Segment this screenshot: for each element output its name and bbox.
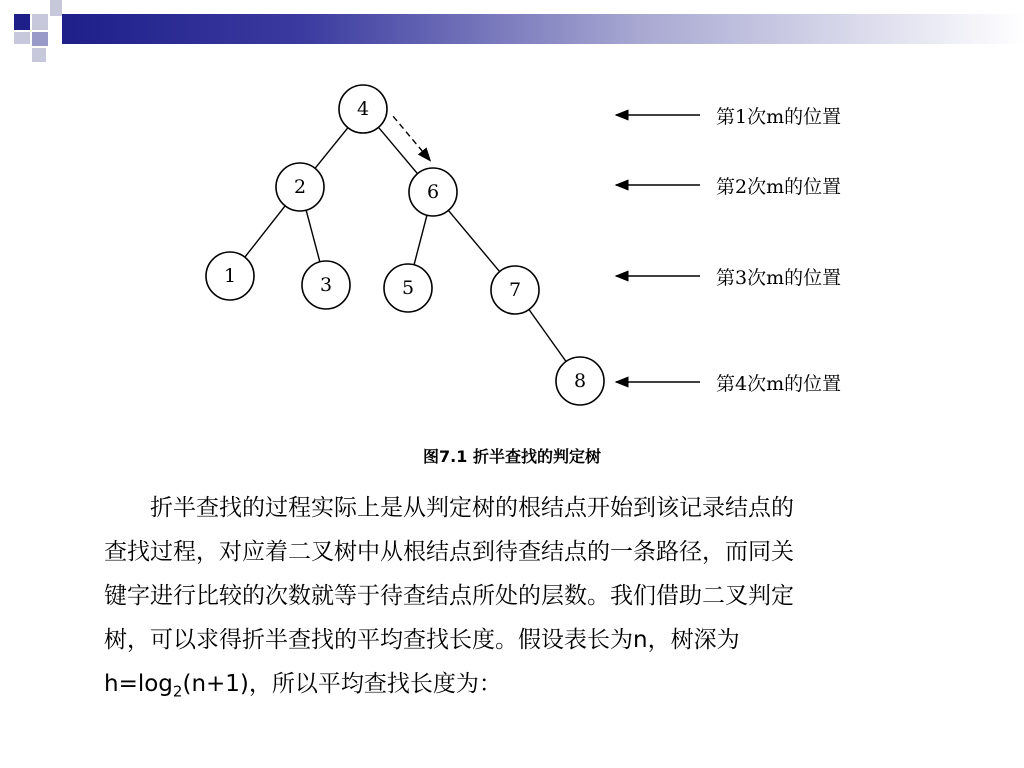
tree-node-2 <box>276 163 324 211</box>
node-label: 5 <box>401 277 415 299</box>
node-label: 6 <box>426 181 440 203</box>
tree-edge-n2-n3 <box>306 210 320 262</box>
node-label: 4 <box>356 98 370 120</box>
level-label-4: 第4次m的位置 <box>716 373 842 395</box>
formula-line <box>104 662 964 714</box>
tree-edge-n2-n1 <box>245 206 285 257</box>
paragraph-line: 查找过程，对应着二叉树中从根结点到待查结点的一条路径，而同关 <box>104 539 794 565</box>
node-label: 1 <box>223 265 237 287</box>
paragraph-line: 树，可以求得折半查找的平均查找长度。假设表长为n，树深为 <box>104 627 740 653</box>
node-label: 3 <box>319 274 333 296</box>
tree-edge-n4-n6 <box>378 127 417 173</box>
formula-subscript: 2 <box>172 682 183 701</box>
dashed-search-arrow <box>393 116 430 160</box>
tree-nodes <box>206 85 604 405</box>
level-label-3: 第3次m的位置 <box>716 267 842 289</box>
paragraph-line: 键字进行比较的次数就等于待查结点所处的层数。我们借助二叉判定 <box>104 583 794 609</box>
node-label: 8 <box>573 370 587 392</box>
tree-edge-n6-n7 <box>448 210 499 271</box>
node-label: 7 <box>508 279 522 301</box>
level-label-2: 第2次m的位置 <box>716 176 842 198</box>
body-paragraph <box>104 486 964 714</box>
tree-edges <box>245 116 566 361</box>
level-label-1: 第1次m的位置 <box>716 106 842 128</box>
tree-node-5 <box>384 264 432 312</box>
tree-edge-n6-n5 <box>414 215 427 265</box>
tree-edge-n4-n2 <box>315 128 348 169</box>
tree-node-4 <box>339 85 387 133</box>
formula-suffix: (n+1)，所以平均查找长度为： <box>182 671 502 697</box>
node-label: 2 <box>293 176 307 198</box>
tree-node-3 <box>302 261 350 309</box>
tree-node-7 <box>491 266 539 314</box>
formula-prefix: h=log <box>104 671 173 697</box>
tree-node-8 <box>556 357 604 405</box>
paragraph-line: 折半查找的过程实际上是从判定树的根结点开始到该记录结点的 <box>150 495 794 521</box>
figure-caption: 图7.1 折半查找的判定树 <box>423 447 601 466</box>
tree-node-1 <box>206 252 254 300</box>
tree-edge-n7-n8 <box>529 310 566 362</box>
tree-node-6 <box>409 168 457 216</box>
